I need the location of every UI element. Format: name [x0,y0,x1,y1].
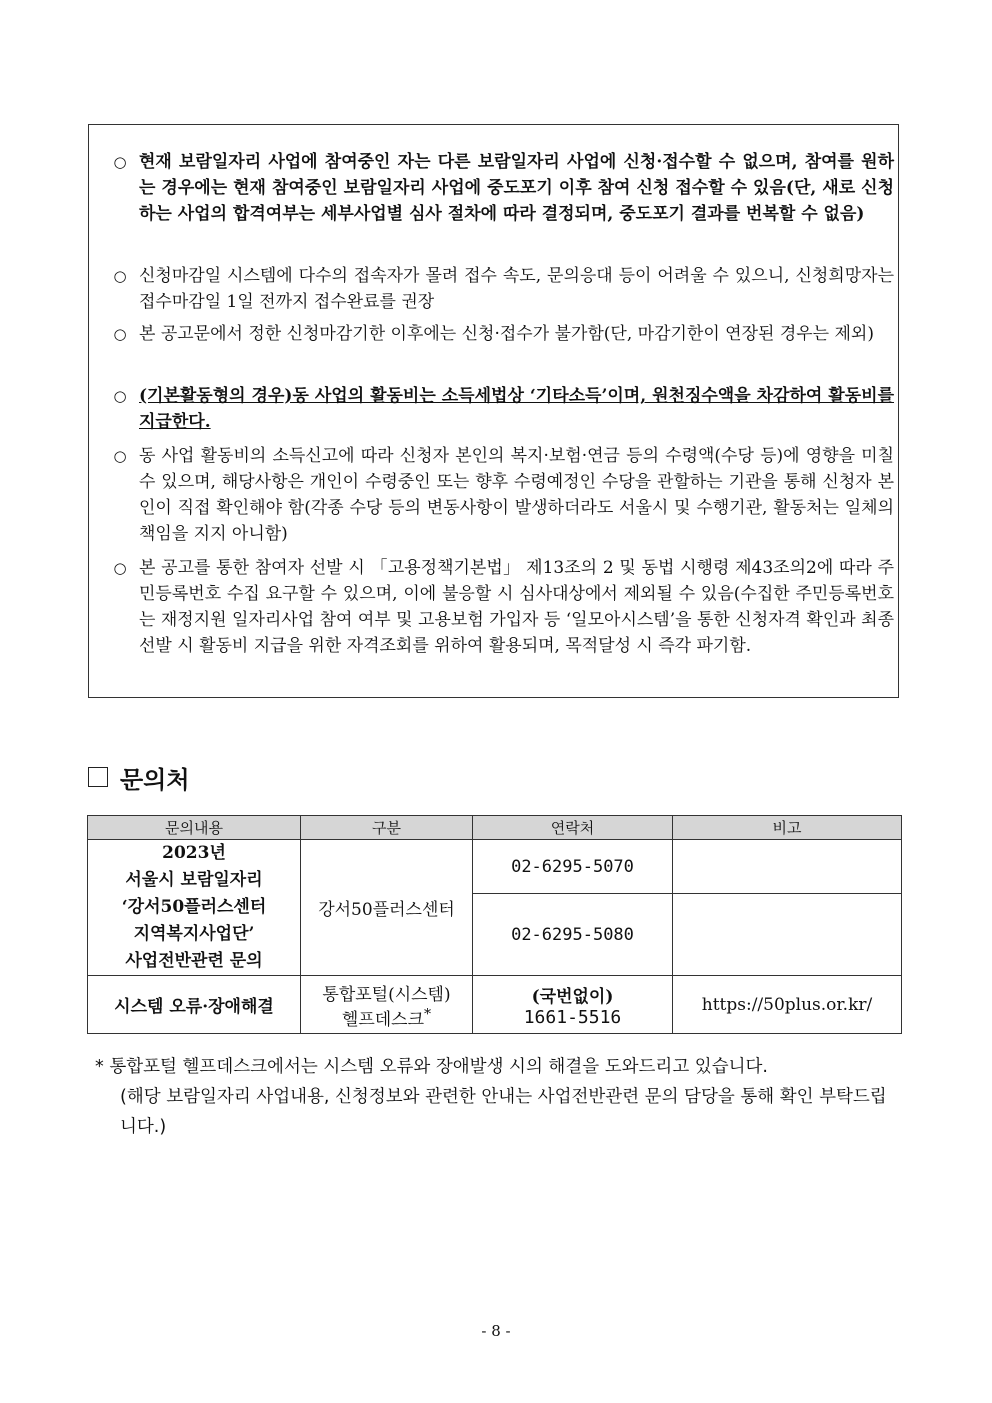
division-cell: 강서50플러스센터 [301,840,473,976]
circle-bullet-icon: ○ [113,267,127,285]
footnote [95,1052,895,1142]
inquiry-line: 지역복지사업단’ [133,924,255,944]
inquiry-line: 2023년 [162,843,226,863]
notice-item-deadline [109,321,894,347]
footnote-line [95,1052,895,1082]
contact-table [87,815,902,1034]
footnote-mark: * [424,1005,432,1022]
contact-cell [473,976,673,1034]
inquiry-line: ‘강서50플러스센터 [121,897,267,917]
notice-text: 동 사업 활동비의 소득신고에 따라 신청자 본인의 복지·보험·연금 등의 수령액(수당 등)에 영향을 미칠 수 있으며, 해당사항은 개인이 수령중인 또는 향후 수령예정인 수당을 관할하는 기관을 통해 신청자 본인이 직접 확인해야 함(각종 수당 등의 변동사항이 발생하더라도 서울시 및 수행기관, 활동처는 일체의 책임을 지지 아니함) [139,446,894,544]
header-inquiry: 문의내용 [88,816,301,840]
circle-bullet-icon: ○ [113,447,127,465]
contact-line: (국번없이) [531,986,614,1007]
footnote-line: (해당 보람일자리 사업내용, 신청정보와 관련한 안내는 사업전반관련 문의 담당을 통해 확인 부탁드립니다.) [120,1087,887,1137]
notice-text: (기본활동형의 경우)동 사업의 활동비는 소득세법상 ‘기타소득’이며, 원천징수액을 차감하여 활동비를 지급한다. [139,386,894,432]
notice-item-benefits [109,443,894,547]
circle-bullet-icon: ○ [113,325,127,343]
notice-text: 본 공고문에서 정한 신청마감기한 이후에는 신청·접수가 불가함(단, 마감기한이 연장된 경우는 제외) [139,324,874,344]
header-note: 비고 [673,816,902,840]
phone-number: 02-6295-5080 [473,894,673,976]
inquiry-cell [88,840,301,976]
circle-bullet-icon: ○ [113,153,127,171]
notice-text: 현재 보람일자리 사업에 참여중인 자는 다른 보람일자리 사업에 신청·접수할 수 없으며, 참여를 원하는 경우에는 현재 참여중인 보람일자리 사업에 중도포기 이후 참여 신청 접수할 수 있음(단, 새로 신청하는 사업의 합격여부는 세부사업별 심사 절차에 따라 결정되며, 중도포기 결과를 번복할 수 없음) [139,152,894,224]
notice-box [88,124,899,698]
note-cell [673,840,902,894]
notice-item-participation [109,149,894,227]
notice-item-resident-number [109,555,894,659]
footnote-star: * [95,1057,104,1077]
circle-bullet-icon: ○ [113,387,127,405]
table-header-row [88,816,902,840]
section-heading-contact [88,760,190,794]
notice-item-deadline-traffic [109,263,894,315]
inquiry-cell: 시스템 오류·장애해결 [88,976,301,1034]
inquiry-line: 사업전반관련 문의 [125,951,263,971]
division-line: 통합포털(시스템) [322,984,451,1005]
header-contact: 연락처 [473,816,673,840]
notice-item-income-tax [109,383,894,435]
phone-number: 1661-5516 [523,1006,622,1028]
note-link[interactable]: https://50plus.or.kr/ [673,976,902,1034]
phone-number: 02-6295-5070 [473,840,673,894]
header-division: 구분 [301,816,473,840]
page-number: - 8 - [481,1322,511,1340]
notice-text: 신청마감일 시스템에 다수의 접속자가 몰려 접수 속도, 문의응대 등이 어려울 수 있으니, 신청희망자는 접수마감일 1일 전까지 접수완료를 권장 [139,266,894,312]
inquiry-line: 서울시 보람일자리 [125,870,263,890]
footnote-text: 통합포털 헬프데스크에서는 시스템 오류와 장애발생 시의 해결을 도와드리고 있습니다. [109,1057,768,1077]
checkbox-square-icon [88,767,108,787]
notice-text: 본 공고를 통한 참여자 선발 시 「고용정책기본법」 제13조의 2 및 동법 시행령 제43조의2에 따라 주민등록번호 수집 요구할 수 있으며, 이에 불응할 시 심사대상에서 제외될 수 있음(수집한 주민등록번호는 재정지원 일자리사업 참여 여부 및 고용보험 가입자 등 ‘일모아시스템’을 통한 신청자격 확인과 최종선발 시 활동비 지급을 위한 자격조회를 위하여 활용되며, 목적달성 시 즉각 파기함. [139,558,894,656]
note-cell [673,894,902,976]
division-cell [301,976,473,1034]
section-title: 문의처 [120,765,190,794]
table-row [88,976,902,1034]
table-row [88,840,902,894]
division-text: 헬프데스크 [341,1009,425,1030]
division-line [301,1005,472,1030]
circle-bullet-icon: ○ [113,559,127,577]
